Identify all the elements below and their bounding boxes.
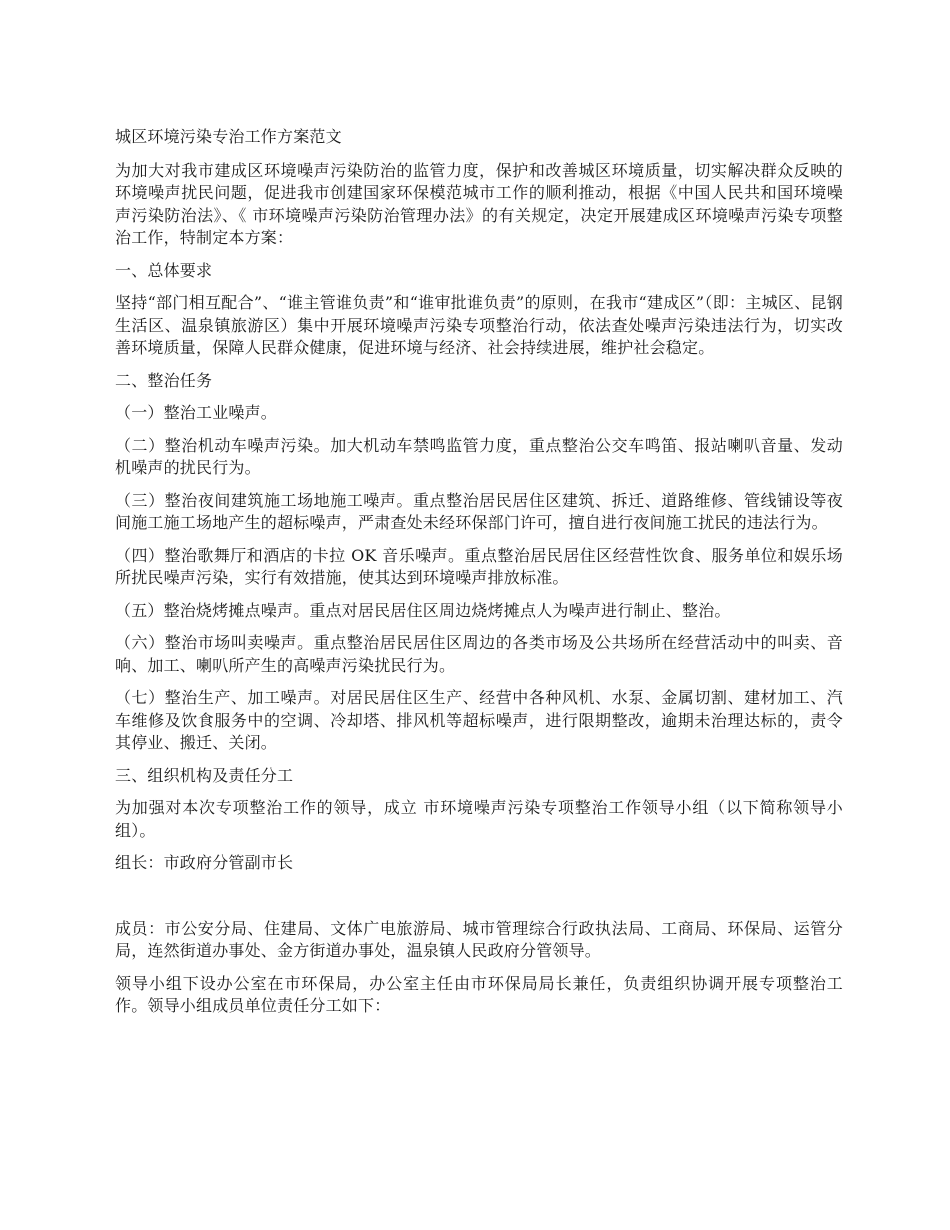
task-item-karaoke: （四）整治歌舞厅和酒店的卡拉 OK 音乐噪声。重点整治居民居住区经营性饮食、服务单位和娱乐场所扰民噪声污染，实行有效措施，使其达到环境噪声排放标准。	[115, 545, 843, 587]
task-item-construction: （三）整治夜间建筑施工场地施工噪声。重点整治居民居住区建筑、拆迁、道路维修、管线铺设等夜间施工施工场地产生的超标噪声，严肃查处未经环保部门许可，擅自进行夜间施工扰民的违法行为。	[115, 490, 843, 532]
members-paragraph: 成员：市公安分局、住建局、文体广电旅游局、城市管理综合行政执法局、工商局、环保局、运管分局，连然街道办事处、金方街道办事处，温泉镇人民政府分管领导。	[115, 918, 843, 960]
organization-paragraph: 为加强对本次专项整治工作的领导，成立 市环境噪声污染专项整治工作领导小组（以下简称领导小组）。	[115, 798, 843, 840]
task-item-industrial: （一）整治工业噪声。	[115, 403, 278, 422]
section-heading-organization: 三、组织机构及责任分工	[115, 765, 294, 785]
task-item-barbecue: （五）整治烧烤摊点噪声。重点对居民居住区周边烧烤摊点人为噪声进行制止、整治。	[115, 600, 731, 620]
task-item-vehicle: （二）整治机动车噪声污染。加大机动车禁鸣监管力度，重点整治公交车鸣笛、报站喇叭音量、发动机噪声的扰民行为。	[115, 435, 843, 477]
document-title: 城区环境污染专治工作方案范文	[115, 127, 342, 146]
leader-line: 组长：市政府分管副市长	[115, 853, 294, 872]
office-paragraph: 领导小组下设办公室在市环保局，办公室主任由市环保局局长兼任，负责组织协调开展专项整治工作。领导小组成员单位责任分工如下：	[115, 973, 843, 1015]
task-item-market: （六）整治市场叫卖噪声。重点整治居民居住区周边的各类市场及公共场所在经营活动中的叫卖、音响、加工、喇叭所产生的高噪声污染扰民行为。	[115, 633, 843, 675]
section-heading-general-requirements: 一、总体要求	[115, 260, 213, 280]
task-item-production: （七）整治生产、加工噪声。对居民居住区生产、经营中各种风机、水泵、金属切割、建材加工、汽车维修及饮食服务中的空调、冷却塔、排风机等超标噪声，进行限期整改，逾期未治理达标的，责令其停业、搬迁、关闭。	[115, 688, 843, 752]
document-page	[115, 126, 843, 1028]
section-heading-tasks: 二、整治任务	[115, 370, 213, 390]
intro-paragraph: 为加大对我市建成区环境噪声污染防治的监管力度，保护和改善城区环境质量，切实解决群众反映的环境噪声扰民问题，促进我市创建国家环保模范城市工作的顺利推动，根据《中国人民共和国环境噪声污染防治法》、《 市环境噪声污染防治管理办法》的有关规定，决定开展建成区环境噪声污染专项整治工作，特制定本方案：	[115, 160, 843, 247]
general-requirements-paragraph: 坚持“部门相互配合”、“谁主管谁负责”和“谁审批谁负责”的原则，在我市“建成区”（即：主城区、昆钢生活区、温泉镇旅游区）集中开展环境噪声污染专项整治行动，依法查处噪声污染违法行为，切实改善环境质量，保障人民群众健康，促进环境与经济、社会持续进展，维护社会稳定。	[115, 293, 843, 357]
blank-gap	[115, 885, 843, 918]
